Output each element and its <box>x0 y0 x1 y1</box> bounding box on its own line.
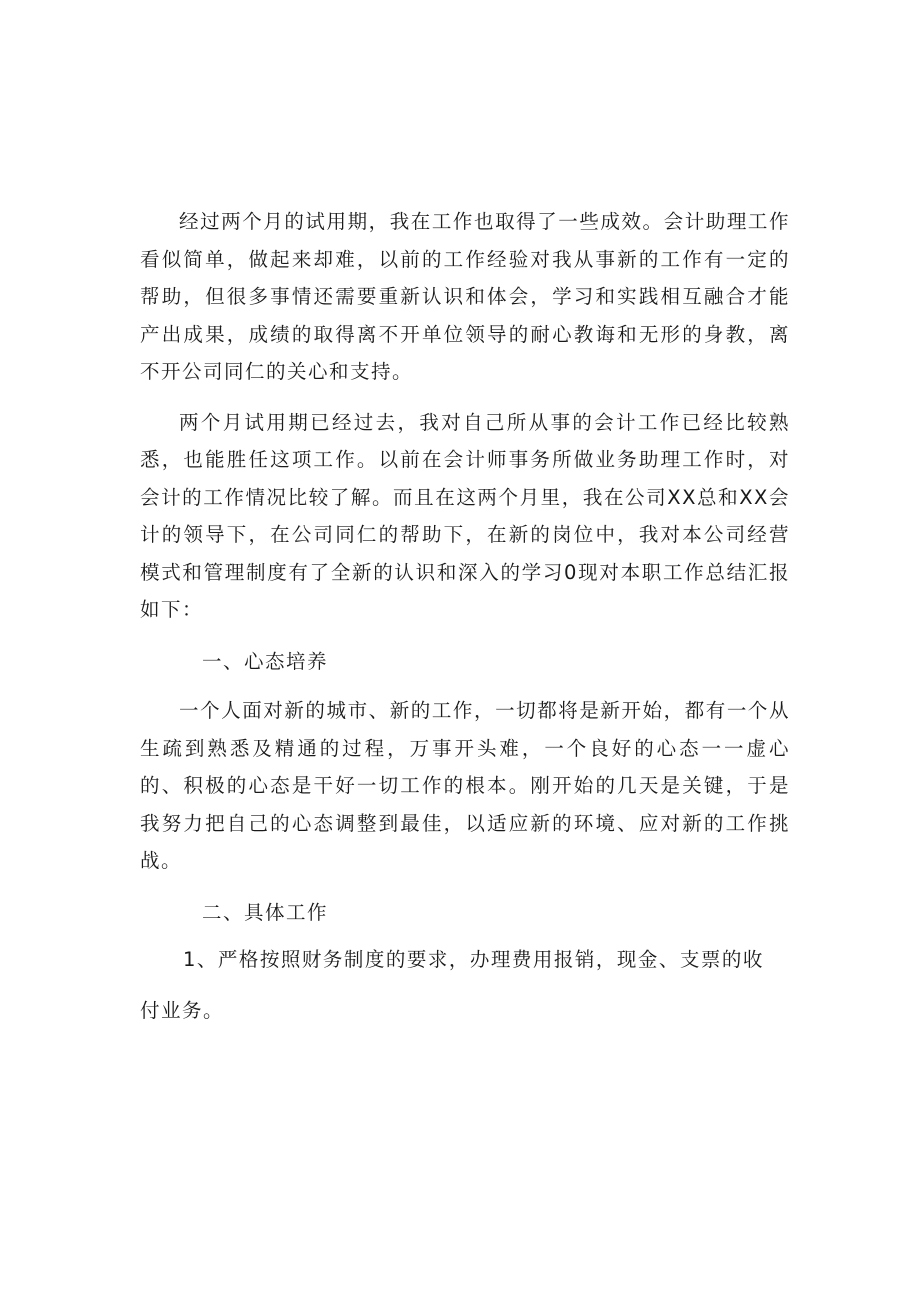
paragraph-mindset: 一个人面对新的城市、新的工作，一切都将是新开始，都有一个从生疏到熟悉及精通的过程，万事开头难，一个良好的心态一一虚心的、积极的心态是干好一切工作的根本。刚开始的几天是关键，于是我努力把自己的心态调整到最佳，以适应新的环境、应对新的工作挑战。 <box>140 699 790 872</box>
list-item-line: 1、严格按照财务制度的要求，办理费用报销，现金、支票的收 <box>183 948 764 971</box>
section-heading-specific-work: 二、具体工作 <box>202 900 329 924</box>
list-item-line: 付业务。 <box>140 998 225 1022</box>
paragraph-probation-results: 经过两个月的试用期，我在工作也取得了一些成效。会计助理工作看似简单，做起来却难，以前的工作经验对我从事新的工作有一定的帮助，但很多事情还需要重新认识和体会，学习和实践相互融合才能产出成果，成绩的取得离不开单位领导的耐心教诲和无形的身教，离不开公司同仁的关心和支持。 <box>140 210 790 383</box>
paragraph-probation-summary: 两个月试用期已经过去，我对自己所从事的会计工作已经比较熟悉，也能胜任这项工作。以前在会计师事务所做业务助理工作时，对会计的工作情况比较了解。而且在这两个月里，我在公司XX总和XX会计的领导下，在公司同仁的帮助下，在新的岗位中，我对本公司经营模式和管理制度有了全新的认识和深入的学习0现对本职工作总结汇报如下： <box>140 410 790 621</box>
section-heading-mindset: 一、心态培养 <box>202 649 329 673</box>
document-body <box>140 203 790 1029</box>
